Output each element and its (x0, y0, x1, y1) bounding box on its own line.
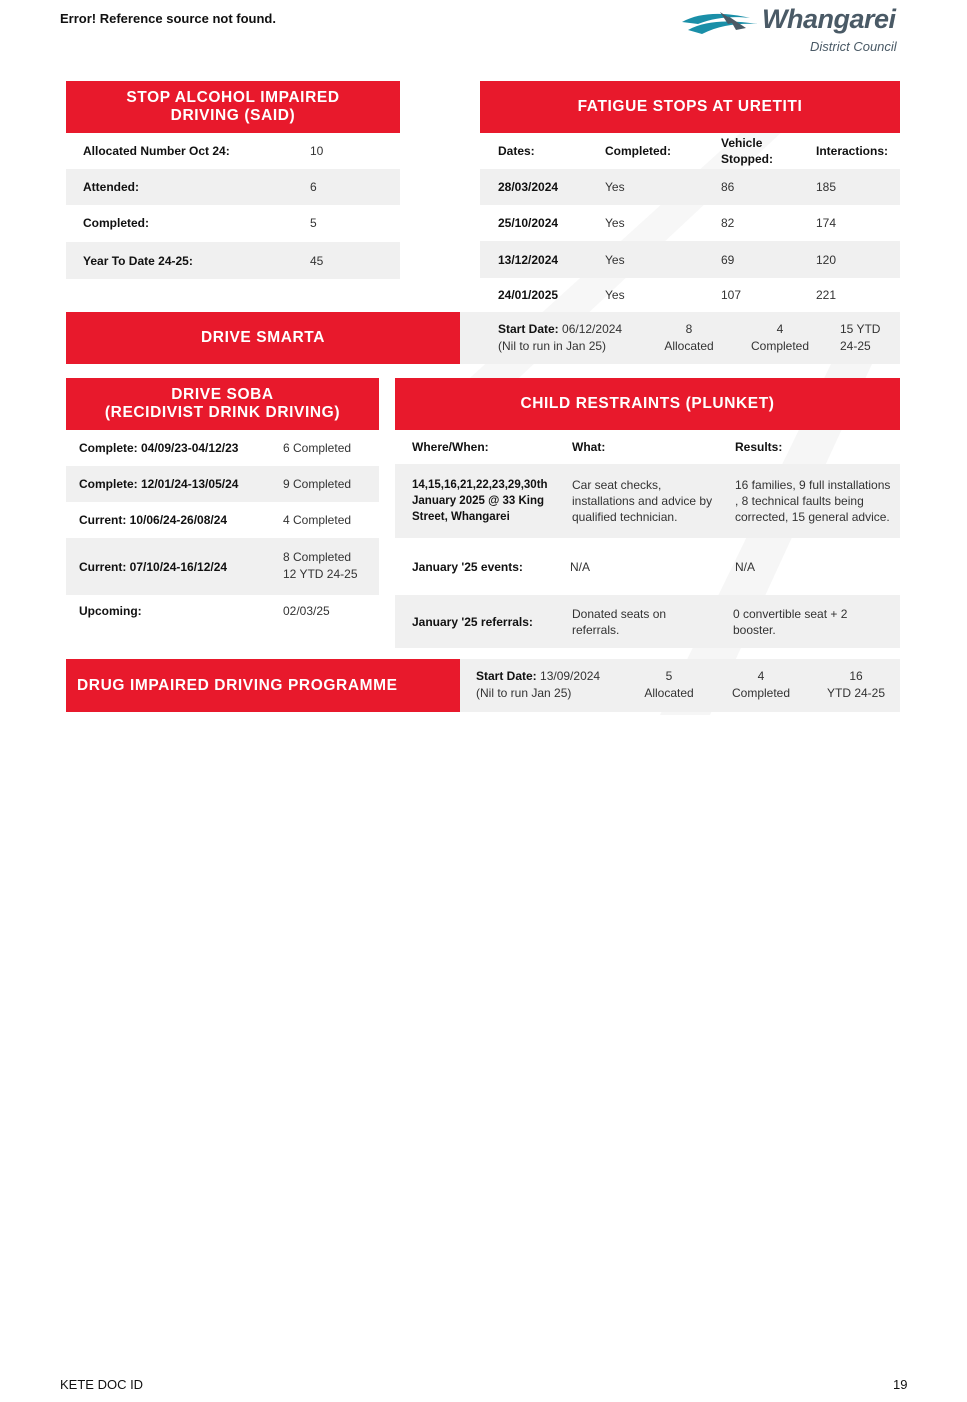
child-restraints-title: CHILD RESTRAINTS (PLUNKET) (395, 378, 900, 430)
said-value: 45 (310, 253, 324, 268)
soba-label: Current: 10/06/24-26/08/24 (79, 513, 228, 527)
fatigue-completed: Yes (605, 252, 625, 267)
said-label: Completed: (83, 216, 149, 230)
drive-soba-title-line1: DRIVE SOBA (171, 386, 274, 403)
soba-value: 8 Completed (283, 550, 352, 564)
fatigue-interactions: 221 (816, 288, 837, 302)
drug-ytd-num: 16 (849, 669, 863, 683)
soba-value-ytd: 12 YTD 24-25 (283, 567, 358, 581)
child-results: N/A (735, 559, 756, 574)
fatigue-completed: Yes (605, 180, 625, 194)
drug-impaired-title: DRUG IMPAIRED DRIVING PROGRAMME (66, 659, 460, 712)
soba-row (66, 430, 379, 466)
said-title-text: STOP ALCOHOL IMPAIRED DRIVING (SAID) (126, 89, 340, 124)
fatigue-header-interactions: Interactions: (816, 144, 889, 158)
drive-smarta-completed-num: 4 (776, 322, 784, 336)
fatigue-date: 13/12/2024 (498, 252, 559, 267)
said-label: Allocated Number Oct 24: (83, 144, 230, 158)
drive-smarta-note: (Nil to run in Jan 25) (498, 339, 607, 353)
soba-label: Upcoming: (79, 604, 142, 618)
fatigue-row (480, 205, 900, 241)
soba-label: Complete: 04/09/23-04/12/23 (79, 441, 239, 455)
drug-start (476, 668, 600, 684)
fatigue-row (480, 169, 900, 205)
fatigue-completed: Yes (605, 288, 625, 302)
fatigue-interactions: 185 (816, 180, 837, 194)
soba-row (66, 502, 379, 538)
soba-label: Complete: 12/01/24-13/05/24 (79, 477, 239, 491)
child-results: 16 families, 9 full installations , 8 technical faults being corrected, 15 general advice. (735, 478, 891, 524)
drive-smarta-title: DRIVE SMARTA (66, 312, 460, 364)
child-results: 0 convertible seat + 2 booster. (733, 606, 848, 637)
soba-value: 4 Completed (283, 513, 352, 527)
drive-soba-title-line2: (RECIDIVIST DRINK DRIVING) (104, 404, 341, 421)
child-what: Donated seats on referrals. (572, 606, 667, 637)
wave-logo-icon (680, 8, 764, 42)
drive-smarta-allocated-label: Allocated (664, 339, 714, 353)
child-what: N/A (570, 559, 591, 574)
fatigue-interactions: 120 (816, 252, 837, 267)
fatigue-stopped: 69 (721, 252, 735, 267)
logo-subtitle: District Council (810, 39, 897, 54)
said-title (66, 81, 400, 133)
drug-completed-label: Completed (731, 686, 791, 700)
fatigue-date: 25/10/2024 (498, 216, 559, 230)
fatigue-row (480, 278, 900, 312)
soba-value: 6 Completed (283, 441, 352, 455)
drive-smarta-start (498, 321, 622, 337)
drug-completed-num: 4 (757, 669, 765, 683)
drug-allocated-label: Allocated (644, 686, 694, 700)
drive-smarta-allocated-num: 8 (685, 322, 693, 336)
fatigue-header-completed: Completed: (605, 144, 671, 158)
fatigue-title: FATIGUE STOPS AT URETITI (480, 81, 900, 133)
fatigue-interactions: 174 (816, 216, 837, 230)
child-row (395, 595, 900, 648)
logo-wordmark: Whangarei (762, 4, 896, 34)
fatigue-header-row (480, 133, 900, 169)
child-what: Car seat checks, installations and advice by qualified technician. (572, 478, 713, 524)
said-row (66, 169, 400, 205)
drive-smarta-ytd-range: 24-25 (840, 339, 871, 353)
drive-smarta-start-label: Start Date: (498, 322, 559, 336)
drug-start-value: 13/09/2024 (540, 669, 601, 683)
council-logo (680, 6, 920, 58)
footer-page-number: 19 (893, 1377, 908, 1392)
drug-start-label: Start Date: (476, 669, 537, 683)
fatigue-stopped: 107 (721, 288, 742, 302)
error-reference-text: Error! Reference source not found. (60, 11, 276, 26)
drive-smarta-details (460, 312, 900, 364)
soba-value: 02/03/25 (283, 604, 330, 618)
said-value: 10 (310, 144, 324, 158)
child-header-results: Results: (735, 440, 783, 454)
said-row (66, 133, 400, 169)
drive-smarta-completed-label: Completed (750, 339, 810, 353)
drive-smarta-start-value: 06/12/2024 (562, 322, 623, 336)
fatigue-date: 28/03/2024 (498, 180, 559, 194)
soba-row (66, 595, 379, 627)
drug-note: (Nil to run Jan 25) (476, 686, 572, 700)
fatigue-header-dates: Dates: (498, 144, 535, 158)
said-value: 6 (310, 180, 317, 194)
drug-allocated-num: 5 (665, 669, 673, 683)
fatigue-completed: Yes (605, 216, 625, 230)
drive-soba-title (66, 378, 379, 430)
child-header-row (395, 430, 900, 464)
said-row (66, 242, 400, 279)
fatigue-stopped: 82 (721, 216, 735, 230)
drive-smarta-ytd: 15 YTD (840, 322, 881, 336)
child-row (395, 464, 900, 538)
said-label: Year To Date 24-25: (83, 253, 193, 268)
child-where: 14,15,16,21,22,23,29,30th January 2025 @ 33 King Street, Whangarei (412, 479, 548, 523)
child-row (395, 538, 900, 595)
fatigue-date: 24/01/2025 (498, 288, 559, 302)
child-where: January '25 referrals: (412, 614, 533, 629)
said-value: 5 (310, 216, 317, 230)
said-label: Attended: (83, 180, 139, 194)
child-header-where: Where/When: (412, 440, 489, 454)
said-row (66, 205, 400, 241)
drug-impaired-details (460, 659, 900, 712)
drug-ytd-label: YTD 24-25 (826, 686, 886, 700)
fatigue-header-stopped: Vehicle Stopped: (721, 136, 773, 166)
footer-doc-id: KETE DOC ID (60, 1377, 144, 1392)
fatigue-stopped: 86 (721, 180, 735, 194)
soba-label: Current: 07/10/24-16/12/24 (79, 559, 228, 574)
soba-row (66, 538, 379, 595)
soba-value: 9 Completed (283, 477, 352, 491)
child-header-what: What: (572, 440, 606, 454)
soba-row (66, 466, 379, 502)
child-where: January '25 events: (412, 559, 523, 574)
fatigue-row (480, 241, 900, 278)
